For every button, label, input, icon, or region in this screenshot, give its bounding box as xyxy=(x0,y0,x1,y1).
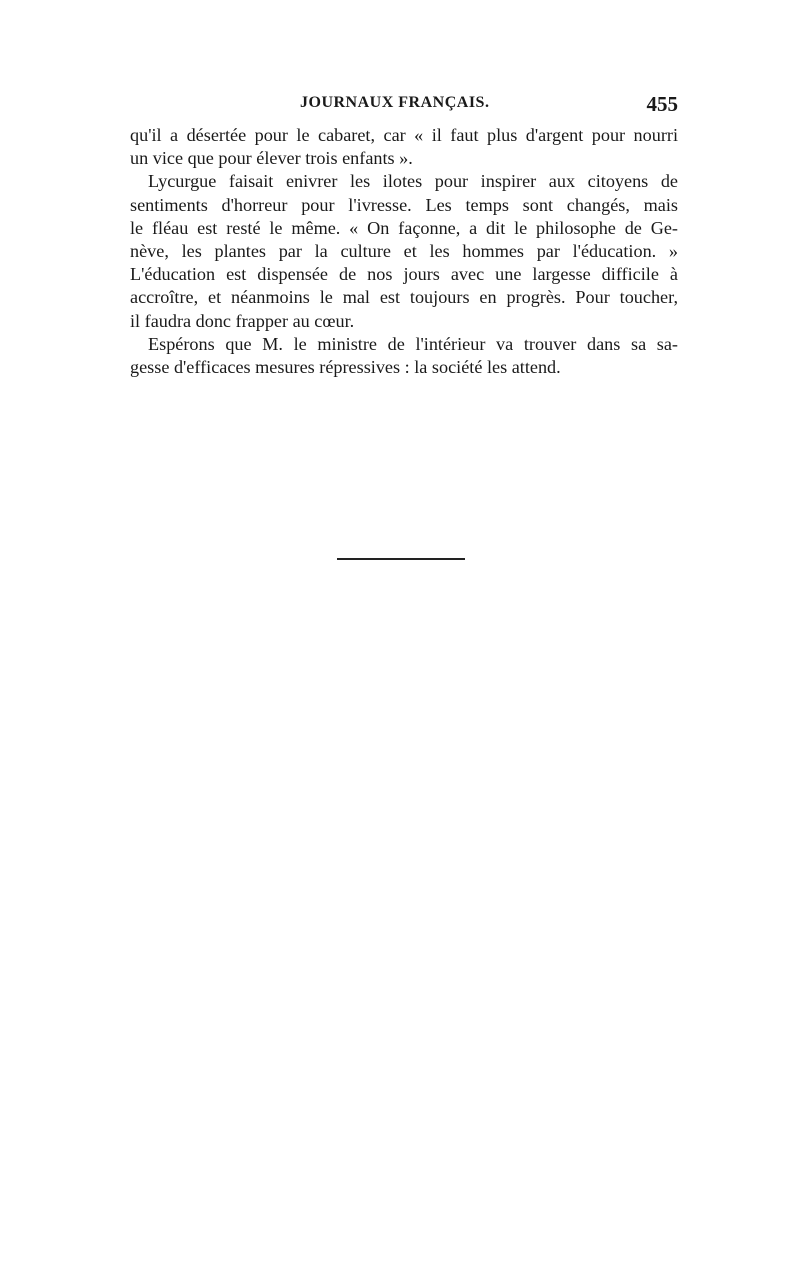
text-line: Lycurgue faisait enivrer les ilotes pour inspirer aux citoyens de xyxy=(148,171,678,192)
text-line: nève, les plantes par la culture et les hommes par l'éducation. » xyxy=(130,240,678,261)
text-line: sentiments d'horreur pour l'ivresse. Les temps sont changés, mais xyxy=(130,194,678,215)
paragraph xyxy=(130,124,678,170)
text-line: il faudra donc frapper au cœur. xyxy=(130,310,355,331)
paragraph xyxy=(130,170,678,332)
running-title: JOURNAUX FRANÇAIS. xyxy=(300,94,490,111)
text-line: un vice que pour élever trois enfants ». xyxy=(130,148,413,169)
text-line: le fléau est resté le même. « On façonne, a dit le philosophe de Ge- xyxy=(130,217,678,238)
body-text xyxy=(130,124,678,379)
text-line: Espérons que M. le ministre de l'intérieur va trouver dans sa sa- xyxy=(148,333,678,354)
text-line: L'éducation est dispensée de nos jours avec une largesse difficile à xyxy=(130,264,678,285)
paragraph xyxy=(130,333,678,379)
page-number: 455 xyxy=(646,92,678,116)
text-line: gesse d'efficaces mesures répressives : la société les attend. xyxy=(130,356,561,377)
text-line: qu'il a désertée pour le cabaret, car « il faut plus d'argent pour nourri xyxy=(130,125,678,145)
end-rule xyxy=(337,558,465,560)
running-head xyxy=(130,92,678,118)
text-line: accroître, et néanmoins le mal est toujours en progrès. Pour toucher, xyxy=(130,287,678,308)
